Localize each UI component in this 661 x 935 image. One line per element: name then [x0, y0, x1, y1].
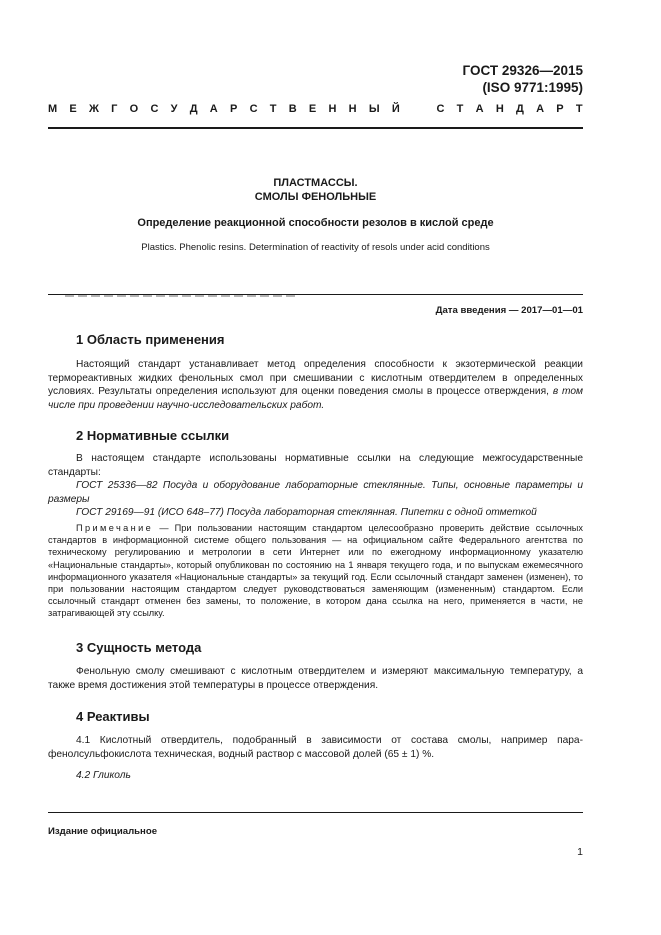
banner-letter: Р: [556, 103, 564, 115]
section-1-body: Настоящий стандарт устанавливает метод определения способности к экзотермической реакции термореактивных жидких фенольных смол при смешивании с кислотным отвердителем в определенных условиях. Результаты определения используют для оценки поведения смолы в процессе отверждения,: [48, 359, 583, 398]
section-2-heading: 2 Нормативные ссылки: [76, 428, 230, 443]
document-title: [48, 176, 583, 204]
banner-letter: Ы: [368, 103, 380, 115]
banner-letter: Г: [111, 103, 118, 115]
banner-letter: О: [129, 103, 139, 115]
header-rule: [48, 127, 583, 129]
banner-letter: А: [536, 103, 545, 115]
section-4-item-1: 4.1 Кислотный отвердитель, подобранный в зависимости от состава смолы, например пара-фенолсульфокислота техническая, водный раствор с массовой долей (65 ± 1) %.: [48, 735, 583, 760]
banner-letter: Т: [575, 103, 583, 115]
banner-letter: Е: [69, 103, 77, 115]
document-subtitle: Определение реакционной способности резолов в кислой среде: [137, 217, 494, 229]
page-number: 1: [577, 846, 583, 858]
banner-letter: С: [150, 103, 159, 115]
interstate-standard-banner: [48, 103, 583, 115]
section-1-body-italic: в том числе при проведении научно-исследовательских работ.: [48, 386, 584, 411]
reference-gost-25336: ГОСТ 25336—82 Посуда и оборудование лабораторные стеклянные. Типы, основные параметры и размеры: [48, 480, 583, 505]
banner-letter: А: [209, 103, 218, 115]
section-1-text: [48, 358, 583, 412]
banner-letter: Е: [308, 103, 317, 115]
faded-rule-marks: [65, 295, 295, 297]
reference-gost-29169: ГОСТ 29169—91 (ИСО 648–77) Посуда лабораторная стеклянная. Пипетки с одной отметкой: [76, 507, 537, 518]
standard-code-gost: ГОСТ 29326—2015: [462, 63, 583, 78]
section-3-heading: 3 Сущность метода: [76, 640, 202, 655]
banner-letter: Т: [269, 103, 277, 115]
standard-code-iso: (ISO 9771:1995): [482, 80, 583, 95]
section-3-text: Фенольную смолу смешивают с кислотным отвердителем и измеряют максимальную температуру, а также время достижения этой температуры в процессе отверждения.: [48, 666, 583, 691]
section-2-note: [48, 522, 583, 620]
title-line-1: ПЛАСТМАССЫ.: [273, 177, 358, 189]
section-1-heading: 1 Область применения: [76, 332, 225, 347]
banner-letter: Д: [516, 103, 524, 115]
section-4-heading: 4 Реактивы: [76, 709, 150, 724]
banner-letter: М: [48, 103, 58, 115]
english-title: Plastics. Phenolic resins. Determination of reactivity of resols under acid conditions: [141, 242, 490, 253]
banner-letter: С: [249, 103, 258, 115]
banner-letter: А: [475, 103, 484, 115]
banner-letter: Ж: [88, 103, 99, 115]
banner-letter: Й: [391, 103, 400, 115]
banner-letter: Н: [495, 103, 504, 115]
banner-letter: Д: [189, 103, 198, 115]
introduction-date: Дата введения — 2017—01—01: [435, 305, 583, 316]
standard-code: [463, 62, 583, 96]
section-4-item-2: 4.2 Гликоль: [76, 770, 131, 781]
note-text: — При пользовании настоящим стандартом целесообразно проверить действие ссылочных стандартов в информационной системе общего пользования — на официальном сайте Федерального агентства по техническому регулированию и метрологии в сети Интернет или по ежегодному информационному указателю «Национальные стандарты», который опубликован по состоянию на 1 января текущего года, и по выпускам ежемесячного информационного указателя «Национальные стандарты» за текущий год. Если ссылочный стандарт заменен (изменен), то при пользовании настоящим стандартом следует руководствоваться заменяющим (измененным) стандартом. Если ссылочный стандарт отменен без замены, то положение, в котором дана ссылка на него, применяется в части, не затрагивающей эту ссылку.: [48, 523, 583, 619]
footer-rule: [48, 812, 583, 813]
note-label: Примечание: [76, 523, 154, 533]
banner-letter: С: [436, 103, 445, 115]
banner-letter: Т: [456, 103, 464, 115]
banner-letter: В: [288, 103, 297, 115]
banner-letter: Р: [229, 103, 238, 115]
banner-letter: Н: [348, 103, 357, 115]
title-line-2: СМОЛЫ ФЕНОЛЬНЫЕ: [254, 191, 377, 203]
banner-letter: Н: [328, 103, 337, 115]
banner-letter: У: [170, 103, 178, 115]
section-2-intro: В настоящем стандарте использованы нормативные ссылки на следующие межгосударственные стандарты:: [48, 453, 583, 478]
official-edition-label: Издание официальное: [48, 826, 158, 837]
